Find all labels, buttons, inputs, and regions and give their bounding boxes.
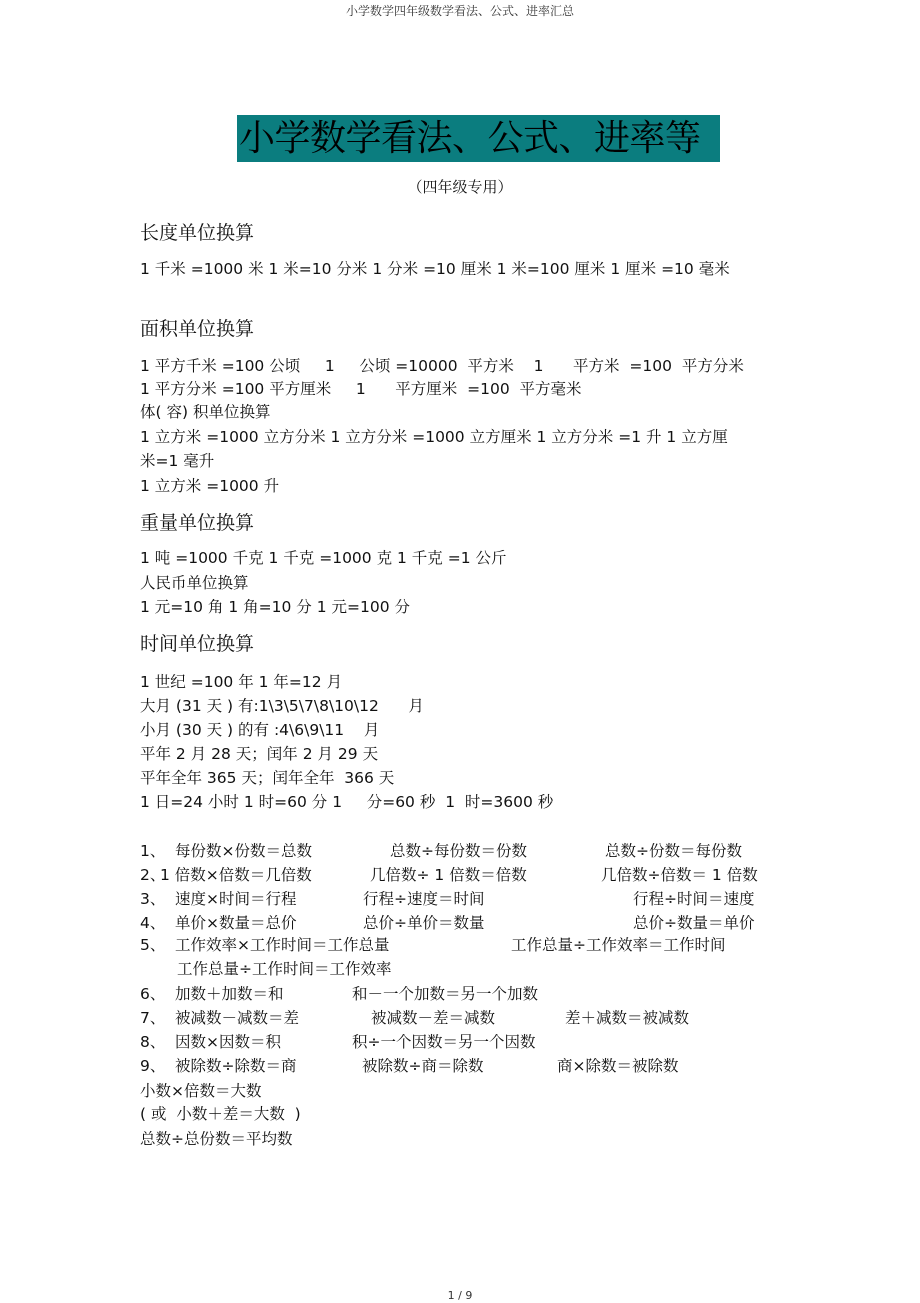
formula: 被除数÷商＝除数 — [362, 1057, 484, 1075]
formula-number: 7、 — [140, 1009, 166, 1027]
formula: 1 倍数×倍数＝几倍数 — [160, 866, 312, 884]
text-line: 1 千米 =1000 米 1 米=10 分米 1 分米 =10 厘米 1 米=100 厘米 1 厘米 =10 毫米 — [140, 260, 730, 278]
text-line: 1 世纪 =100 年 1 年=12 月 — [140, 673, 343, 691]
formula: 差＋减数＝被减数 — [565, 1009, 690, 1027]
formula: 总数÷份数＝每份数 — [605, 842, 742, 860]
formula-number: 9、 — [140, 1057, 166, 1075]
formula: 单价×数量＝总价 — [175, 914, 297, 932]
section-heading-area: 面积单位换算 — [140, 318, 255, 340]
text-line: 米=1 毫升 — [140, 452, 215, 470]
formula: 工作效率×工作时间＝工作总量 — [175, 936, 390, 954]
formula: 加数＋加数＝和 — [175, 985, 284, 1003]
formula: 被除数÷除数＝商 — [175, 1057, 297, 1075]
document-header: 小学数学四年级数学看法、公式、进率汇总 — [345, 4, 574, 18]
formula-number: 5、 — [140, 936, 166, 954]
text-line: 小月 (30 天 ) 的有 :4\6\9\11 月 — [140, 721, 380, 739]
text-line: 1 立方米 =1000 立方分米 1 立方分米 =1000 立方厘米 1 立方分米 =1 升 1 立方厘 — [140, 428, 728, 446]
formula: 积÷一个因数＝另一个因数 — [352, 1033, 536, 1051]
text-line: 1 立方米 =1000 升 — [140, 477, 280, 495]
text-line: 1 元=10 角 1 角=10 分 1 元=100 分 — [140, 598, 410, 616]
formula: 工作总量÷工作时间＝工作效率 — [177, 960, 392, 978]
formula-number: 8、 — [140, 1033, 166, 1051]
formula: 几倍数÷倍数＝ 1 倍数 — [601, 866, 758, 884]
text-line: 大月 (31 天 ) 有:1\3\5\7\8\10\12 月 — [140, 697, 424, 715]
formula-number: 6、 — [140, 985, 166, 1003]
formula-number: 3、 — [140, 890, 166, 908]
text-line: 平年全年 365 天；闰年全年 366 天 — [140, 769, 395, 787]
section-heading-weight: 重量单位换算 — [140, 512, 255, 534]
section-heading-volume: 体( 容) 积单位换算 — [140, 403, 271, 421]
text-line: 1 平方千米 =100 公顷 1 公顷 =10000 平方米 1 平方米 =100 平方分米 — [140, 357, 744, 375]
formula: 商×除数＝被除数 — [557, 1057, 679, 1075]
formula-number: 1、 — [140, 842, 166, 860]
formula-number: 2、 — [140, 866, 166, 884]
formula: 速度×时间＝行程 — [175, 890, 297, 908]
formula: 工作总量÷工作效率＝工作时间 — [511, 936, 726, 954]
formula: 每份数×份数＝总数 — [175, 842, 312, 860]
formula: 几倍数÷ 1 倍数＝倍数 — [370, 866, 527, 884]
section-heading-money: 人民币单位换算 — [140, 574, 249, 592]
text-line: 平年 2 月 28 天；闰年 2 月 29 天 — [140, 745, 379, 763]
subtitle: （四年级专用） — [407, 178, 513, 196]
formula: 行程÷时间＝速度 — [633, 890, 755, 908]
formula: 被减数－减数＝差 — [175, 1009, 300, 1027]
text-line: 1 吨 =1000 千克 1 千克 =1000 克 1 千克 =1 公斤 — [140, 549, 507, 567]
formula: 小数×倍数＝大数 — [140, 1082, 262, 1100]
page-number: 1 / 9 — [447, 1289, 473, 1302]
formula: 因数×因数＝积 — [175, 1033, 281, 1051]
formula: ( 或 小数＋差＝大数 ) — [140, 1105, 301, 1123]
text-line: 1 日=24 小时 1 时=60 分 1 分=60 秒 1 时=3600 秒 — [140, 793, 554, 811]
formula: 和－一个加数＝另一个加数 — [352, 985, 539, 1003]
section-heading-time: 时间单位换算 — [140, 633, 255, 655]
formula: 总数÷总份数＝平均数 — [140, 1130, 293, 1148]
page-title: 小学数学看法、公式、进率等 — [237, 115, 720, 162]
text-line: 1 平方分米 =100 平方厘米 1 平方厘米 =100 平方毫米 — [140, 380, 582, 398]
formula-number: 4、 — [140, 914, 166, 932]
formula: 总价÷单价＝数量 — [363, 914, 485, 932]
section-heading-length: 长度单位换算 — [140, 222, 255, 244]
formula: 被减数－差＝减数 — [371, 1009, 496, 1027]
formula: 总价÷数量＝单价 — [633, 914, 755, 932]
formula: 总数÷每份数＝份数 — [390, 842, 527, 860]
formula: 行程÷速度＝时间 — [363, 890, 485, 908]
